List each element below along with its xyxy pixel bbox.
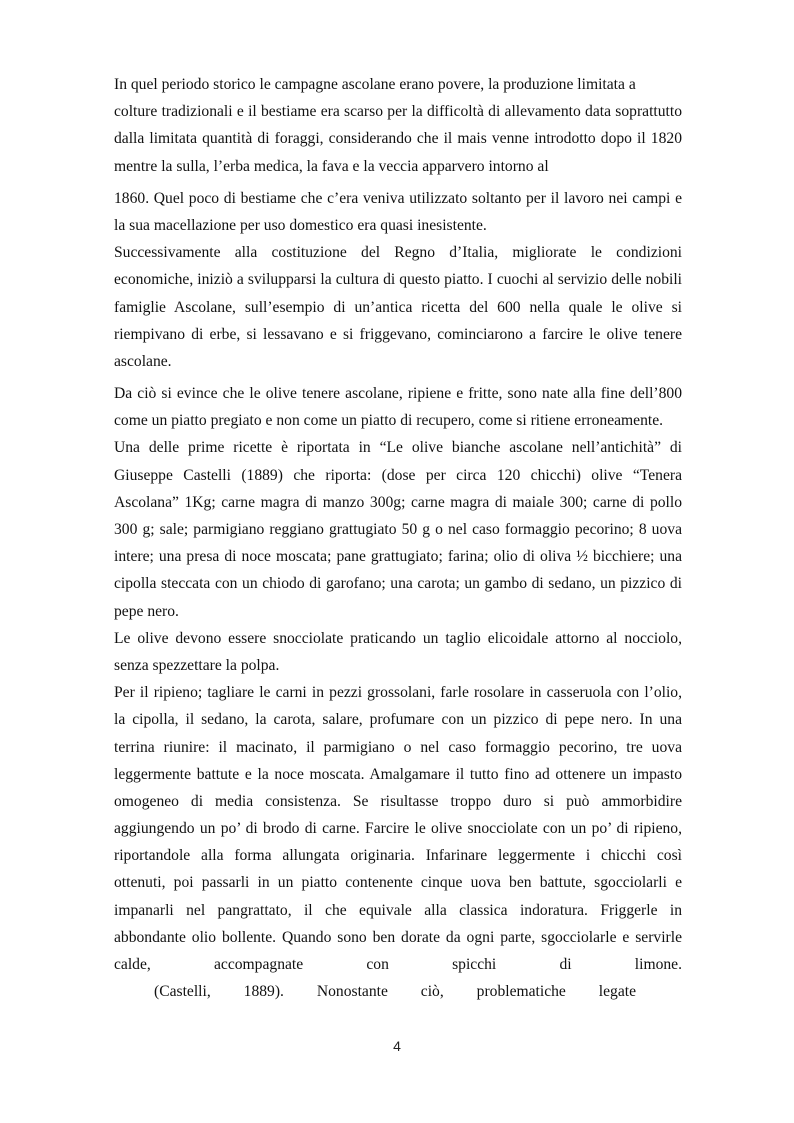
text-line: come un piatto pregiato e non come un piatto di recupero, come si ritiene erroneamente. (114, 412, 664, 430)
text-line: leggermente battute e la noce moscata. Amalgamare il tutto fino ad ottenere un impasto (114, 765, 682, 783)
text-line: terrina riunire: il macinato, il parmigiano o nel caso formaggio pecorino, tre uova (114, 738, 682, 756)
text-line: cipolla steccata con un chiodo di garofano; una carota; un gambo di sedano, un pizzico di (114, 575, 682, 593)
text-line: riempivano di erbe, si lessavano e si friggevano, cominciarono a farcire le olive tenere (114, 325, 682, 343)
text-line: 1860. Quel poco di bestiame che c’era veniva utilizzato soltanto per il lavoro nei campi e (114, 189, 682, 207)
text-line: ottenuti, poi passarli in un piatto contenente cinque uova ben battute, sgocciolarli e (114, 874, 682, 892)
text-line: la sua macellazione per uso domestico era quasi inesistente. (114, 216, 487, 234)
text-line: Successivamente alla costituzione del Regno d’Italia, migliorate le condizioni (114, 244, 682, 262)
text-line: calde, accompagnate con spicchi di limone. (114, 956, 682, 973)
text-line: Ascolana” 1Kg; carne magra di manzo 300g; carne magra di maiale 300; carne di pollo (114, 493, 682, 511)
text-line: pepe nero. (114, 602, 179, 620)
text-line: economiche, iniziò a svilupparsi la cultura di questo piatto. I cuochi al servizio delle nobili (114, 271, 682, 289)
text-line: riportandole alla forma allungata originaria. Infarinare leggermente i chicchi così (114, 847, 682, 865)
page-number: 4 (393, 1038, 401, 1054)
text-line: colture tradizionali e il bestiame era scarso per la difficoltà di allevamento data soprattutto (114, 103, 682, 121)
body-text (114, 71, 682, 1005)
text-line: dalla limitata quantità di foraggi, considerando che il mais venne introdotto dopo il 1820 (114, 130, 682, 148)
text-line: 300 g; sale; parmigiano reggiano grattugiato 50 g o nel caso formaggio pecorino; 8 uova (114, 521, 682, 538)
text-line: Una delle prime ricette è riportata in “Le olive bianche ascolane nell’antichità” di (114, 439, 682, 457)
text-line: Giuseppe Castelli (1889) che riporta: (dose per circa 120 chicchi) olive “Tenera (114, 466, 682, 484)
text-line: Le olive devono essere snocciolate praticando un taglio elicoidale attorno al nocciolo, (114, 629, 682, 647)
text-line: omogeneo di media consistenza. Se risultasse troppo duro si può ammorbidire (114, 792, 682, 810)
text-line: Per il ripieno; tagliare le carni in pezzi grossolani, farle rosolare in casseruola con l’olio, (114, 684, 682, 702)
text-line: famiglie Ascolane, sull’esempio di un’antica ricetta del 600 nella quale le olive si (114, 298, 682, 316)
text-line: abbondante olio bollente. Quando sono ben dorate da ogni parte, sgocciolarle e servirle (114, 928, 682, 946)
text-line: ascolane. (114, 352, 172, 370)
text-line: senza spezzettare la polpa. (114, 656, 280, 674)
text-line: Da ciò si evince che le olive tenere ascolane, ripiene e fritte, sono nate alla fine dell’800 (114, 385, 682, 403)
text-line: (Castelli, 1889). Nonostante ciò, problematiche legate (154, 983, 636, 1001)
text-line: mentre la sulla, l’erba medica, la fava e la veccia apparvero intorno al (114, 157, 549, 175)
text-line: intere; una presa di noce moscata; pane grattugiato; farina; olio di oliva ½ bicchiere; una (114, 548, 682, 566)
text-line: In quel periodo storico le campagne ascolane erano povere, la produzione limitata a (114, 76, 636, 93)
text-line: la cipolla, il sedano, la carota, salare, profumare con un pizzico di pepe nero. In una (114, 711, 682, 729)
text-line: impanarli nel pangrattato, il che equivale alla classica indoratura. Friggerle in (114, 901, 682, 919)
text-line: aggiungendo un po’ di brodo di carne. Farcire le olive snocciolate con un po’ di ripieno, (114, 820, 682, 838)
